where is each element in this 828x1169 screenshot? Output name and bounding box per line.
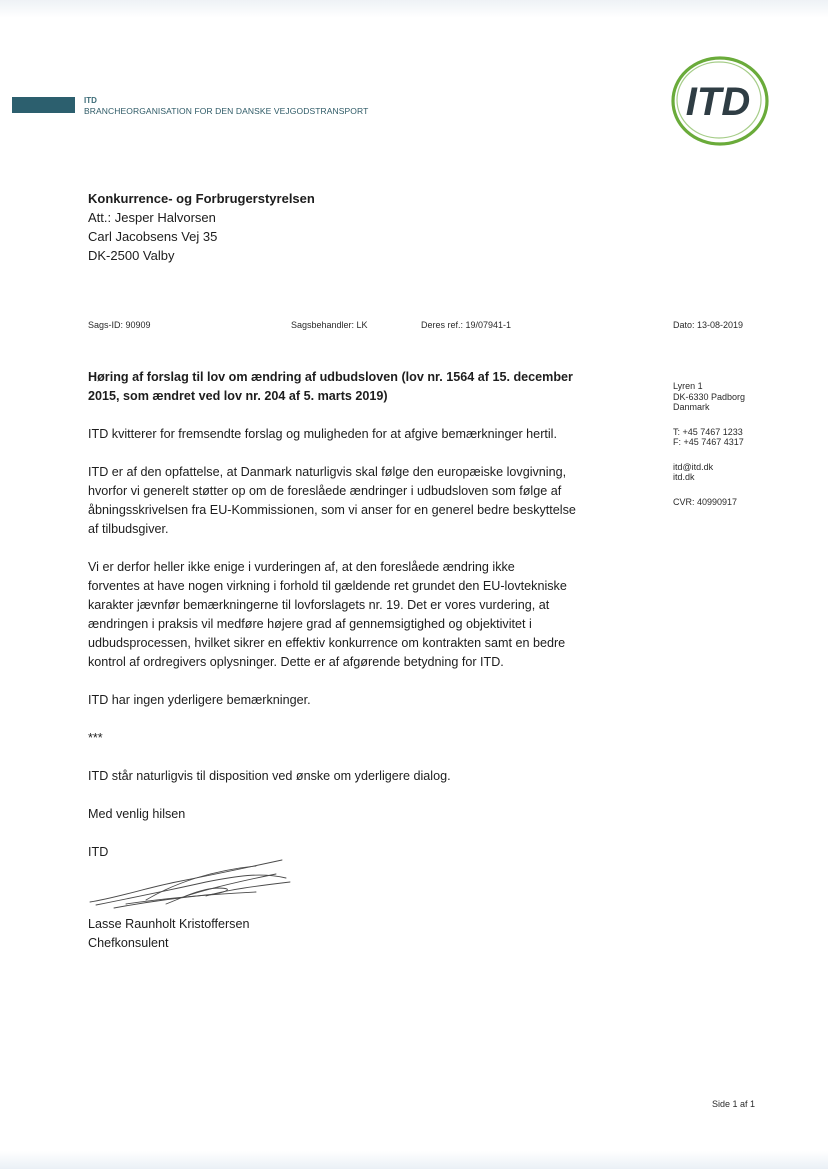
paragraph-line: forventes at have nogen virkning i forhold til gældende ret grundet den EU-lovtekniske — [88, 579, 567, 593]
sender-address-line-2: DK-6330 Padborg — [673, 391, 746, 402]
paragraph-thanks: ITD kvitterer for fremsendte forslag og muligheden for at afgive bemærkninger hertil. — [88, 427, 557, 441]
your-reference: Deres ref.: 19/07941-1 — [421, 320, 512, 330]
sender-fax: F: +45 7467 4317 — [673, 437, 744, 447]
org-full-name: BRANCHEORGANISATION FOR DEN DANSKE VEJGODSTRANSPORT — [84, 106, 369, 116]
paragraph-line: ændringen i praksis vil medføre højere grad af gennemsigtighed og objektivitet i — [88, 617, 532, 631]
org-short-name: ITD — [84, 96, 97, 105]
recipient-name: Konkurrence- og Forbrugerstyrelsen — [88, 191, 315, 206]
case-id: Sags-ID: 90909 — [88, 320, 151, 330]
recipient-address — [88, 189, 315, 265]
letter-subject — [88, 368, 628, 406]
sender-website: itd.dk — [673, 472, 695, 482]
case-handler: Sagsbehandler: LK — [291, 320, 368, 330]
sender-email: itd@itd.dk — [673, 461, 714, 472]
paragraph-line: kontrol af ordregivers oplysninger. Dette er af afgørende betydning for ITD. — [88, 655, 504, 669]
paragraph-opinion — [88, 463, 628, 539]
sender-phone: T: +45 7467 1233 — [673, 426, 743, 437]
header-color-bar — [12, 97, 75, 113]
paragraph-no-further-remarks: ITD har ingen yderligere bemærkninger. — [88, 693, 311, 707]
subject-line: Høring af forslag til lov om ændring af udbudsloven (lov nr. 1564 af 15. december — [88, 370, 573, 384]
org-header — [84, 96, 368, 116]
subject-line: 2015, som ændret ved lov nr. 204 af 5. marts 2019) — [88, 389, 388, 403]
paragraph-line: af tilbudsgiver. — [88, 522, 169, 536]
sender-contact-info — [673, 381, 745, 507]
paragraph-line: åbningsskrivelsen fra EU-Kommissionen, som vi anser for en generel bedre beskyttelse — [88, 503, 576, 517]
sender-organisation: ITD — [88, 845, 109, 859]
paragraph-line: Vi er derfor heller ikke enige i vurderingen af, at den foreslåede ændring ikke — [88, 560, 515, 574]
recipient-street: Carl Jacobsens Vej 35 — [88, 229, 218, 244]
signer-name: Lasse Raunholt Kristoffersen — [88, 917, 250, 931]
sender-address-line-3: Danmark — [673, 402, 710, 412]
logo-text: ITD — [685, 80, 751, 124]
paragraph-assessment — [88, 558, 628, 672]
page-number: Side 1 af 1 — [712, 1099, 756, 1109]
signer-title: Chefkonsulent — [88, 936, 169, 950]
paragraph-availability: ITD står naturligvis til disposition ved ønske om yderligere dialog. — [88, 769, 451, 783]
letter-date: Dato: 13-08-2019 — [673, 320, 744, 330]
paragraph-line: udbudsprocessen, hvilket sikrer en effektiv konkurrence om kontrakten samt en bedre — [88, 636, 566, 650]
sender-cvr: CVR: 40990917 — [673, 496, 738, 507]
scan-top-band — [0, 0, 828, 18]
recipient-att: Att.: Jesper Halvorsen — [88, 210, 216, 225]
paragraph-line: ITD er af den opfattelse, at Danmark naturligvis skal følge den europæiske lovgivning, — [88, 465, 567, 479]
paragraph-line: karakter jævnfør bemærkningerne til lovforslagets nr. 19. Det er vores vurdering, at — [88, 598, 550, 612]
scan-bottom-band — [0, 1151, 828, 1169]
closing-greeting: Med venlig hilsen — [88, 807, 186, 821]
paragraph-line: hvorfor vi generelt støtter op om de foreslåede ændringer i udbudsloven som følge af — [88, 484, 562, 498]
itd-logo — [668, 53, 772, 149]
sender-address-line-1: Lyren 1 — [673, 381, 703, 391]
section-separator: *** — [88, 731, 103, 745]
recipient-city: DK-2500 Valby — [88, 248, 175, 263]
handwritten-signature — [86, 858, 292, 918]
